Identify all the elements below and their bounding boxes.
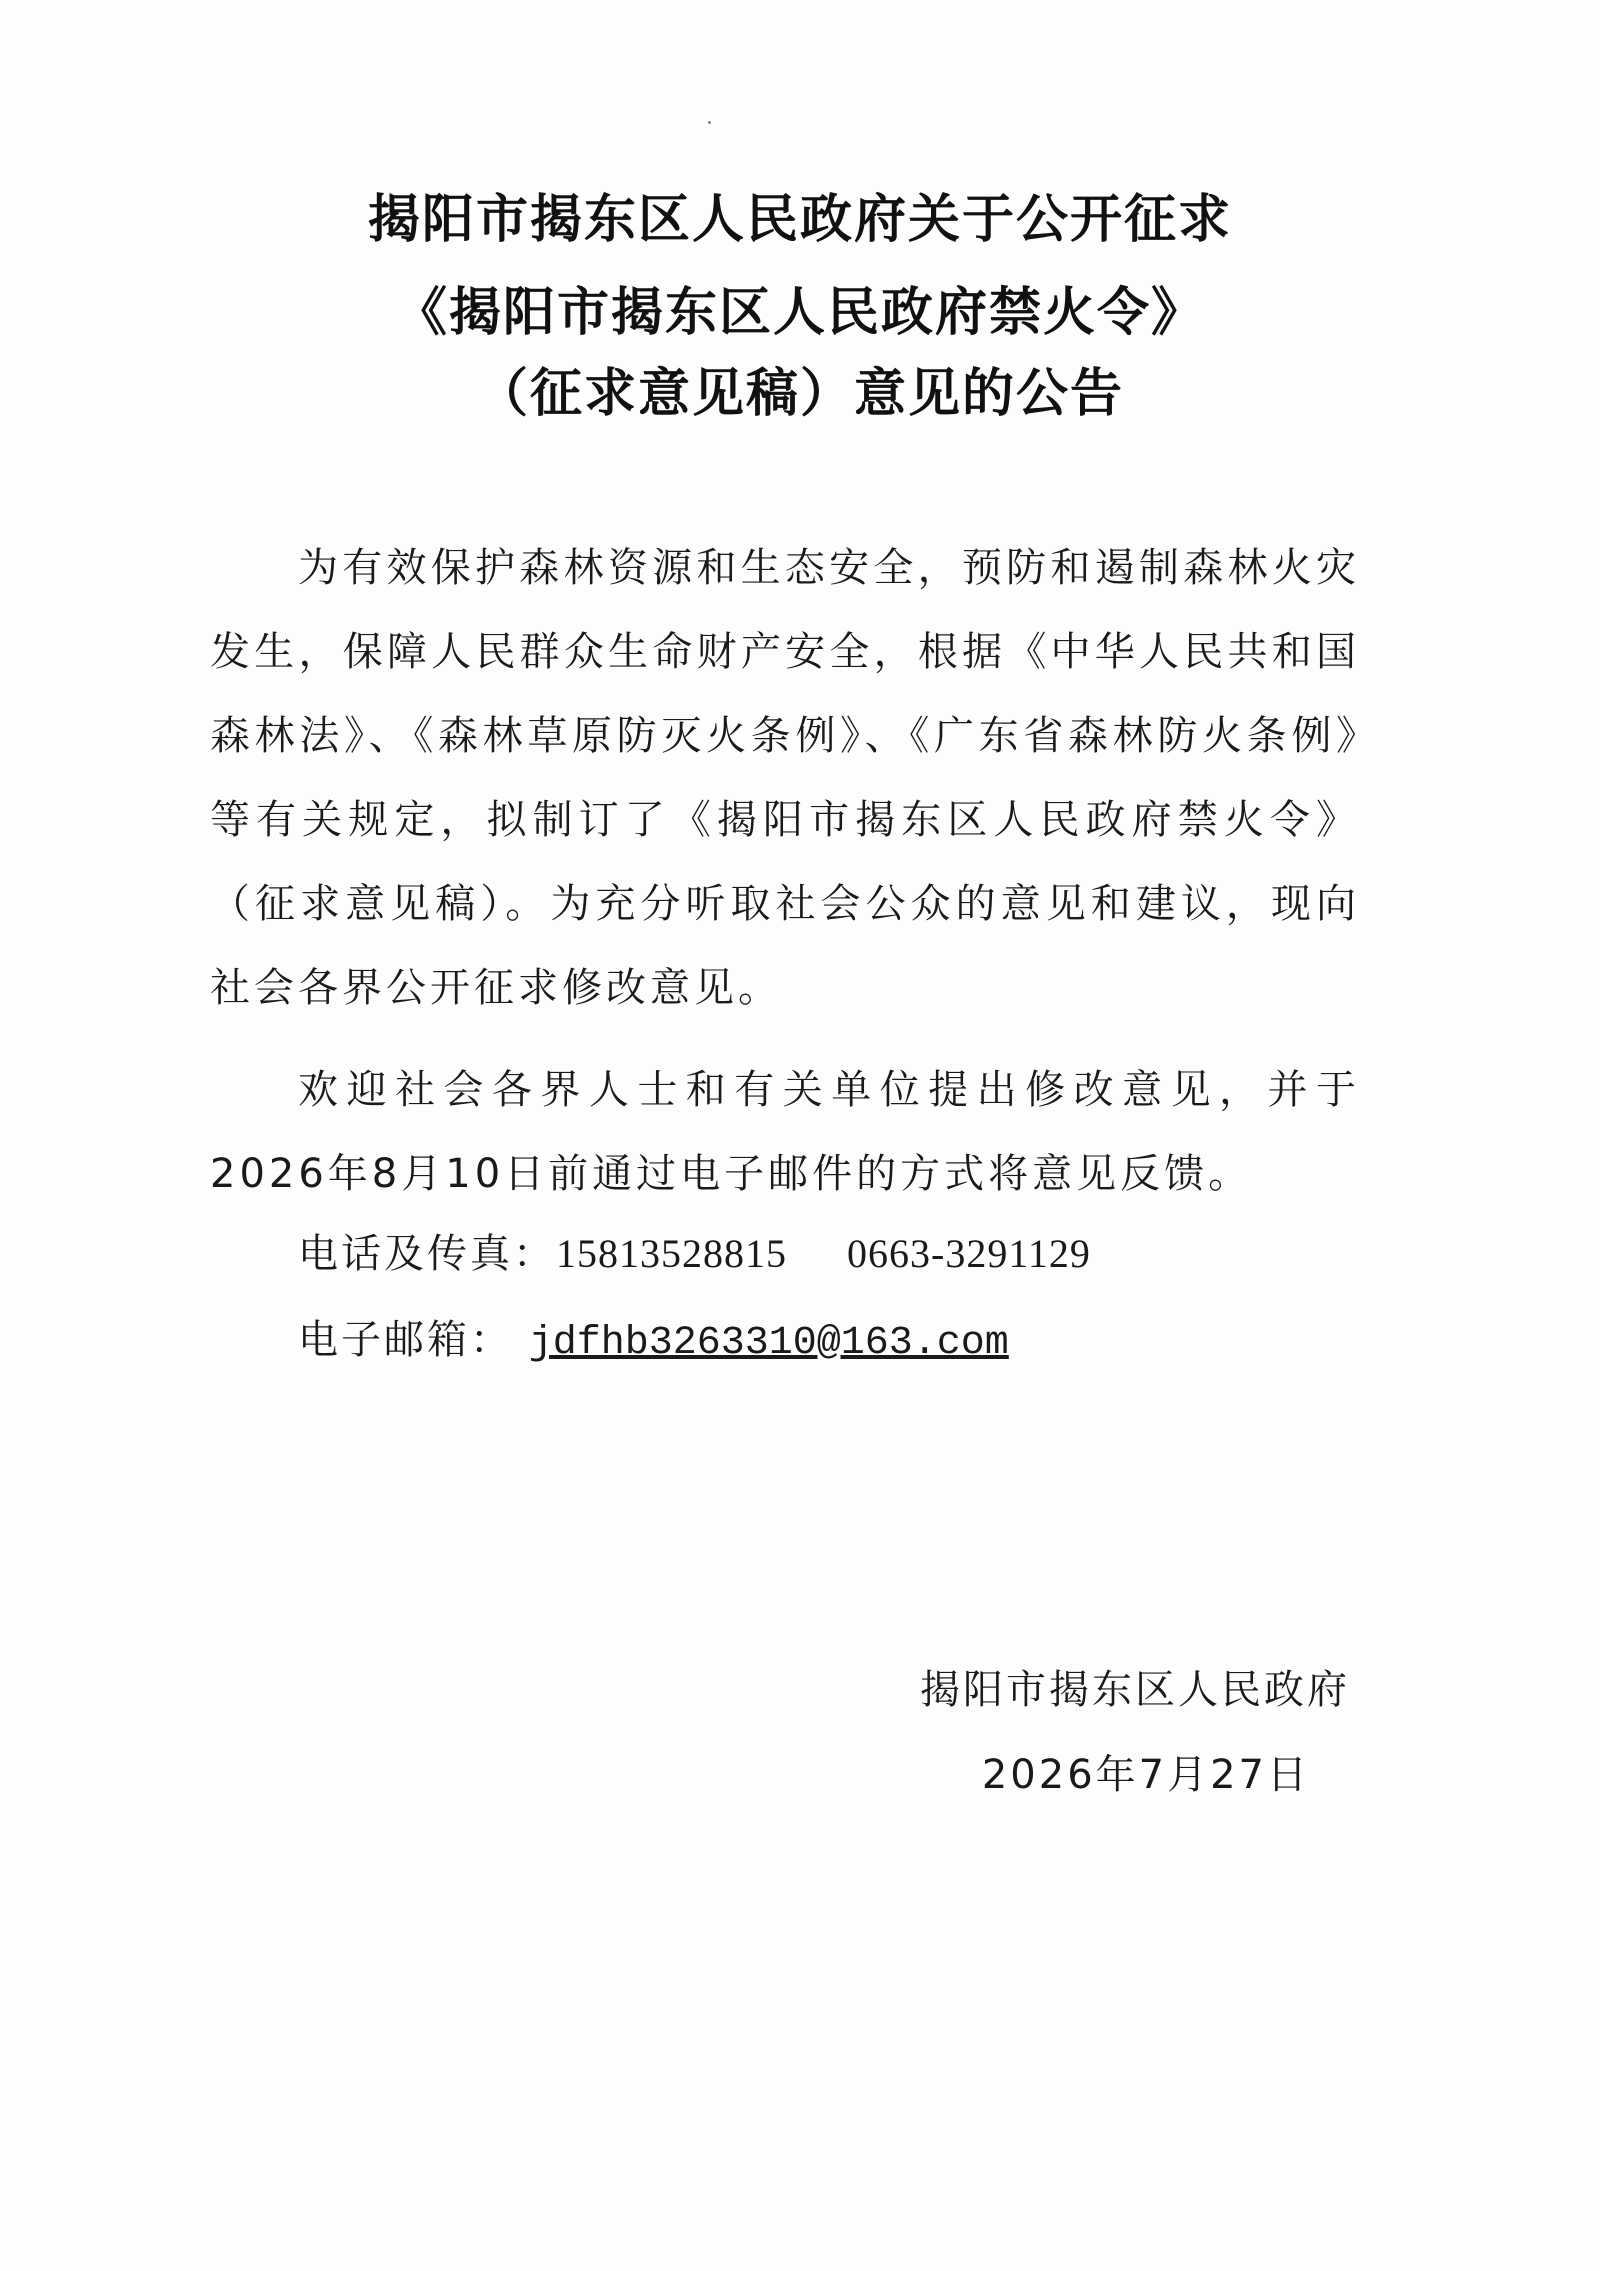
phone-fax-line xyxy=(298,1224,1091,1284)
fax-number: 0663-3291129 xyxy=(847,1231,1091,1276)
email-label: 电子邮箱： xyxy=(298,1317,513,1363)
title-line-1: 揭阳市揭东区人民政府关于公开征求 xyxy=(367,189,1232,250)
signature-organization: 揭阳市揭东区人民政府 xyxy=(920,1667,1350,1713)
title-line-2: 《揭阳市揭东区人民政府禁火令》 xyxy=(394,282,1205,343)
title-line-3: （征求意见稿）意见的公告 xyxy=(475,363,1124,424)
body-paragraph-1: 为有效保护森林资源和生态安全，预防和遏制森林火灾发生，保障人民群众生命财产安全，根据《中华人民共和国森林法》、《森林草原防灭火条例》、《广东省森林防火条例》等有关规定，拟制订了《揭阳市揭东区人民政府禁火令》（征求意见稿）。为充分听取社会公众的意见和建议，现向社会各界公开征求修改意见。 xyxy=(210,545,1360,1011)
phone-label: 电话及传真： xyxy=(298,1231,556,1277)
signature-date: 2026年7月27日 xyxy=(981,1752,1310,1798)
phone-number: 15813528815 xyxy=(556,1231,787,1276)
body-paragraph-2: 欢迎社会各界人士和有关单位提出修改意见，并于2026年8月10日前通过电子邮件的方式将意见反馈。 xyxy=(210,1067,1360,1197)
scan-speck xyxy=(708,121,711,124)
email-line xyxy=(298,1310,1009,1374)
email-link[interactable]: jdfhb3263310@163.com xyxy=(528,1321,1009,1366)
